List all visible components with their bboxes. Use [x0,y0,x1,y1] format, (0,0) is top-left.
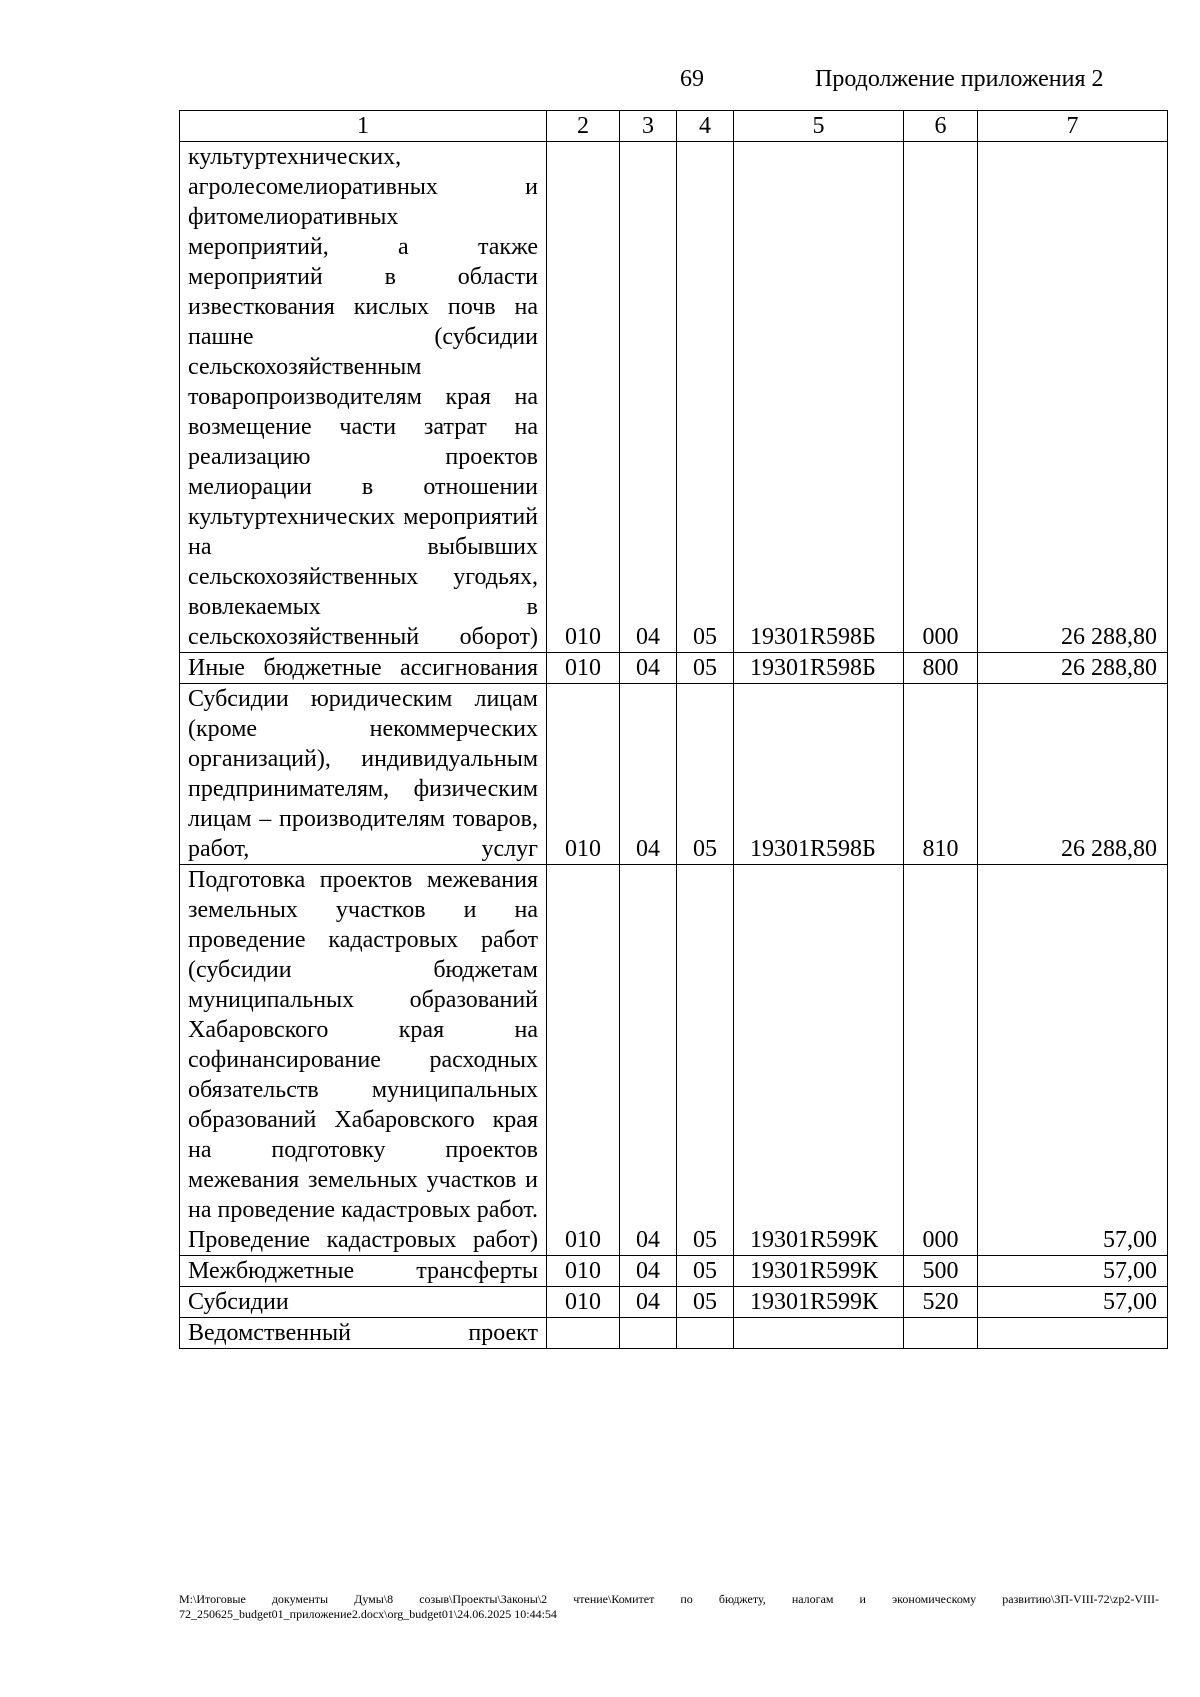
cell-col-5: 19301R599К [734,865,904,1256]
cell-col-6: 000 [904,865,978,1256]
cell-col-2 [547,1318,620,1349]
cell-col-2: 010 [547,142,620,653]
column-header: 1 [180,111,547,142]
cell-col-4: 05 [677,1287,734,1318]
cell-col-5: 19301R599К [734,1287,904,1318]
table-row [180,1318,1168,1349]
cell-col-2: 010 [547,865,620,1256]
cell-col-3: 04 [620,142,677,653]
cell-col-6: 000 [904,142,978,653]
row-description: Иные бюджетные ассигнования [180,653,547,684]
cell-col-6 [904,1318,978,1349]
cell-col-7: 57,00 [978,1287,1168,1318]
cell-col-3: 04 [620,653,677,684]
cell-col-3: 04 [620,684,677,865]
table-row [180,142,1168,653]
row-description: Субсидии юридическим лицам (кроме некоммерческих организаций), индивидуальным предпринимателям, физическим лицам – производителям товаров, работ, услуг [180,684,547,865]
cell-col-6: 800 [904,653,978,684]
table-row [180,1256,1168,1287]
table-row [180,684,1168,865]
cell-col-7 [978,1318,1168,1349]
cell-col-7: 26 288,80 [978,142,1168,653]
column-header: 7 [978,111,1168,142]
cell-col-4 [677,1318,734,1349]
cell-col-6: 520 [904,1287,978,1318]
cell-col-4: 05 [677,1256,734,1287]
cell-col-4: 05 [677,865,734,1256]
cell-col-2: 010 [547,1256,620,1287]
cell-col-7: 57,00 [978,1256,1168,1287]
column-header: 5 [734,111,904,142]
cell-col-2: 010 [547,684,620,865]
column-header: 3 [620,111,677,142]
page-header [0,66,1200,100]
cell-col-6: 500 [904,1256,978,1287]
cell-col-7: 57,00 [978,865,1168,1256]
file-path-footer: M:\Итоговые документы Думы\8 созыв\Проекты\Законы\2 чтение\Комитет по бюджету, налогам и экономическому развитию\ЗП-VIII-72\zp2-VIII-72_250625_budget01_приложение2.docx\org_budget01\24.06.2025 10:44:54 [179,1592,1159,1621]
cell-col-7: 26 288,80 [978,684,1168,865]
column-header: 6 [904,111,978,142]
cell-col-4: 05 [677,142,734,653]
table-row [180,1287,1168,1318]
row-description: Подготовка проектов межевания земельных участков и на проведение кадастровых работ (субсидии бюджетам муниципальных образований Хабаровского края на софинансирование расходных обязательств муниципальных образований Хабаровского края на подготовку проектов межевания земельных участков и на проведение кадастровых работ. Проведение кадастровых работ) [180,865,547,1256]
cell-col-3: 04 [620,865,677,1256]
column-header: 4 [677,111,734,142]
cell-col-5 [734,1318,904,1349]
cell-col-7: 26 288,80 [978,653,1168,684]
cell-col-3 [620,1318,677,1349]
cell-col-5: 19301R598Б [734,142,904,653]
cell-col-5: 19301R599К [734,1256,904,1287]
cell-col-2: 010 [547,653,620,684]
budget-table [179,110,1168,1349]
row-description: культуртехнических, агролесомелиоративных и фитомелиоративных мероприятий, а также мероприятий в области известкования кислых почв на пашне (субсидии сельскохозяйственным товаропроизводителям края на возмещение части затрат на реализацию проектов мелиорации в отношении культуртехнических мероприятий на выбывших сельскохозяйственных угодьях, вовлекаемых в сельскохозяйственный оборот) [180,142,547,653]
cell-col-4: 05 [677,653,734,684]
cell-col-4: 05 [677,684,734,865]
appendix-continuation-label: Продолжение приложения 2 [815,66,1104,92]
table-row [180,653,1168,684]
cell-col-3: 04 [620,1287,677,1318]
row-description: Межбюджетные трансферты [180,1256,547,1287]
cell-col-2: 010 [547,1287,620,1318]
row-description: Ведомственный проект [180,1318,547,1349]
cell-col-5: 19301R598Б [734,653,904,684]
table-row [180,865,1168,1256]
page-number: 69 [680,66,704,92]
column-header: 2 [547,111,620,142]
row-description: Субсидии [180,1287,547,1318]
cell-col-5: 19301R598Б [734,684,904,865]
table-header-row [180,111,1168,142]
cell-col-3: 04 [620,1256,677,1287]
cell-col-6: 810 [904,684,978,865]
